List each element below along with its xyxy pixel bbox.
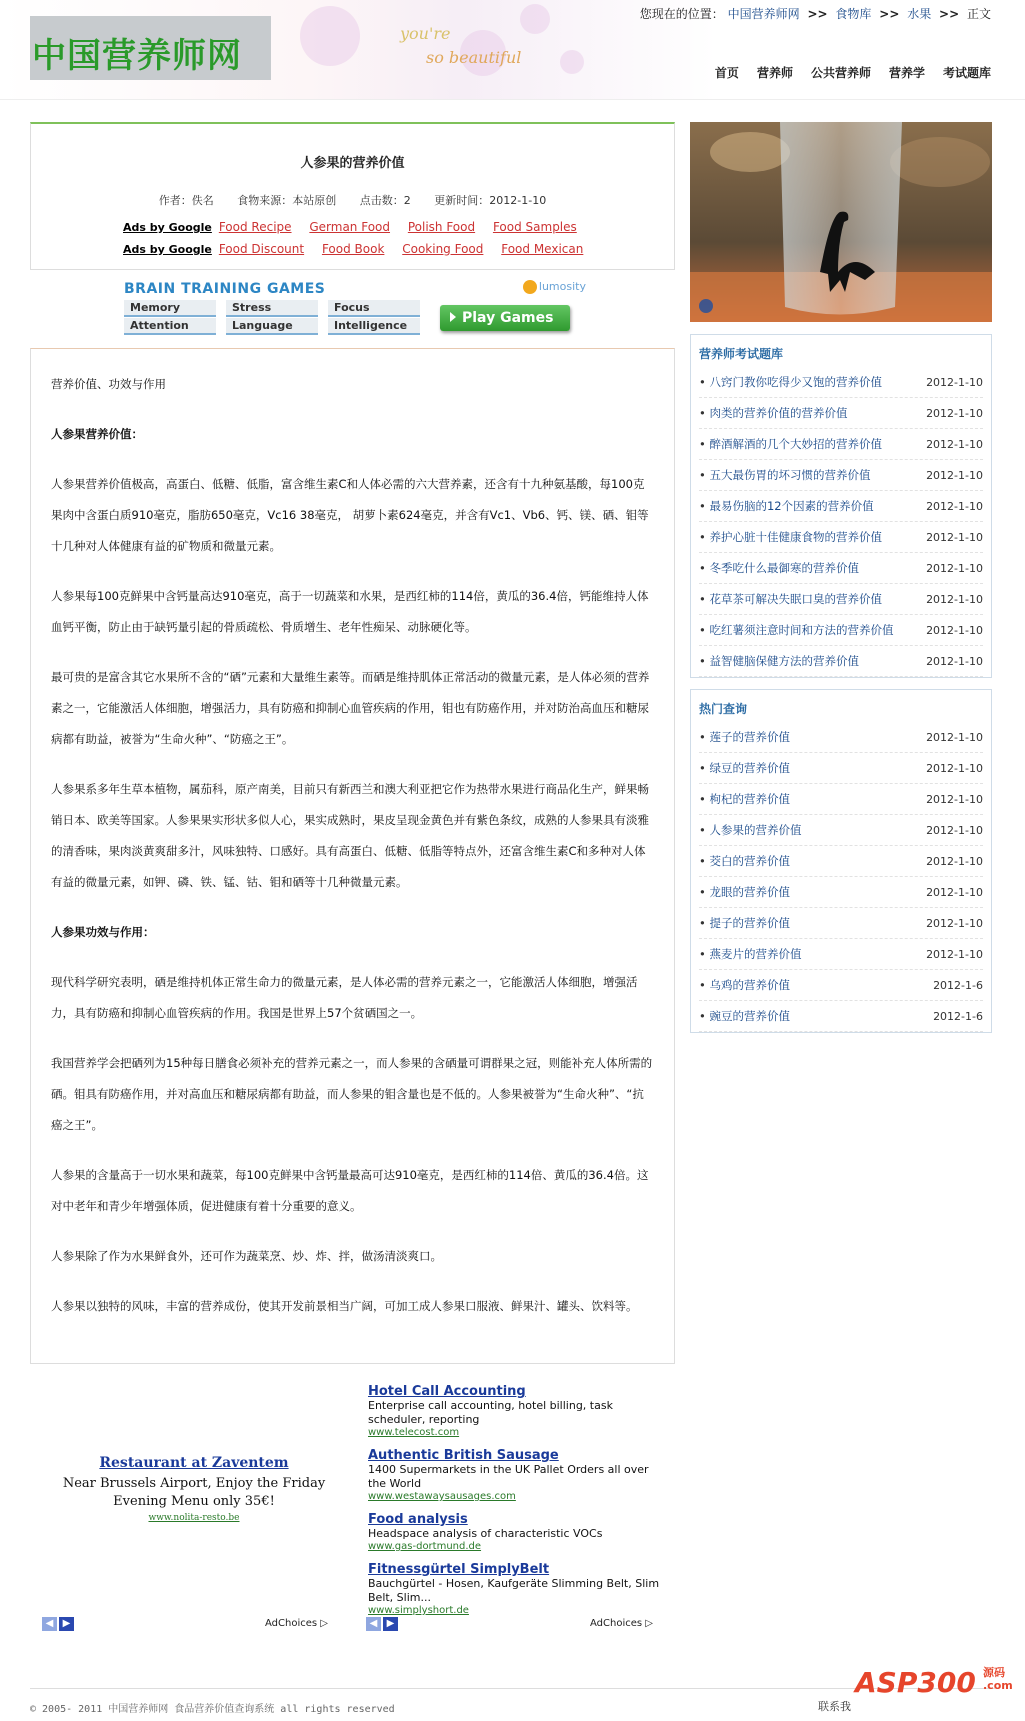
ad-body: Headspace analysis of characteristic VOCs — [368, 1527, 603, 1540]
google-ads-row — [123, 242, 597, 256]
ad-link[interactable]: Cooking Food — [402, 242, 484, 256]
breadcrumb-prefix: 您现在的位置： — [639, 7, 724, 21]
text-ad[interactable] — [368, 1448, 668, 1502]
sidebar-item-link[interactable]: • 养护心脏十佳健康食物的营养价值 — [699, 529, 882, 545]
article-paragraph: 人参果的含量高于一切水果和蔬菜，每100克鲜果中含钙量最高可达910毫克，是西红柿的114倍、黄瓜的36.4倍。这对中老年和青少年增强体质，促进健康有着十分重要的意义。 — [51, 1168, 649, 1213]
ad-pager-left — [42, 1617, 74, 1631]
adchoices-right[interactable] — [590, 1618, 653, 1629]
ad-headline[interactable]: Hotel Call Accounting — [368, 1384, 526, 1399]
ad-link[interactable]: Food Book — [321, 242, 385, 256]
ad-list-right — [368, 1384, 668, 1626]
footer-divider — [30, 1688, 995, 1689]
ad-link[interactable]: Food Recipe — [218, 220, 292, 234]
breadcrumb — [640, 5, 991, 22]
sidebar-item-date: 2012-1-10 — [926, 468, 983, 482]
sidebar-item-date: 2012-1-10 — [926, 530, 983, 544]
brain-ad-title: BRAIN TRAINING GAMES — [124, 281, 326, 297]
play-icon — [450, 312, 456, 322]
text-ad[interactable] — [368, 1384, 668, 1438]
ad-body: Bauchgürtel - Hosen, Kaufgeräte Slimming Belt, Slim Belt, Slim... — [368, 1577, 660, 1604]
logo-text: 中国营养师网 — [32, 36, 242, 76]
breadcrumb-fruit[interactable]: 水果 — [907, 7, 932, 21]
article-title: 人参果的营养价值 — [300, 156, 405, 171]
brain-training-ad[interactable] — [118, 275, 588, 339]
site-logo[interactable] — [30, 16, 271, 80]
text-ad[interactable] — [368, 1512, 668, 1552]
footer-contact[interactable]: 联系我 — [818, 1700, 851, 1713]
sidebar-item-date: 2012-1-10 — [926, 854, 983, 868]
article-meta — [31, 192, 674, 208]
ad-url[interactable]: www.simplyshort.de — [368, 1605, 469, 1616]
nav-exam-bank[interactable]: 考试题库 — [942, 66, 991, 80]
article-paragraph: 我国营养学会把硒列为15种每日膳食必须补充的营养元素之一，而人参果的含硒量可谓群果之冠，则能补充人体所需的硒。钼具有防癌作用，并对高血压和糖尿病都有助益，而人参果的钼含量也是不低的。人参果被誉为“生命火种”、“抗癌之王”。 — [51, 1056, 653, 1132]
sidebar-list-item — [699, 522, 983, 553]
sidebar-item-date: 2012-1-10 — [926, 561, 983, 575]
nav-nutrition-science[interactable]: 营养学 — [888, 66, 925, 80]
brain-tag-memory: Memory — [124, 300, 216, 317]
article-paragraph: 现代科学研究表明，硒是维持机体正常生命力的微量元素，是人体必需的营养元素之一，它能激活人体细胞，增强活力，具有防癌和抑制心血管疾病的作用。我国是世界上57个贫硒国之一。 — [51, 975, 638, 1020]
sidebar-photo — [690, 122, 992, 322]
sidebar-item-link[interactable]: • 八窍门教你吃得少又饱的营养价值 — [699, 374, 882, 390]
next-arrow-icon[interactable]: ▶ — [383, 1617, 398, 1631]
sidebar-list-item — [699, 491, 983, 522]
exam-bank-list — [699, 367, 983, 677]
sidebar-item-date: 2012-1-10 — [926, 499, 983, 513]
sidebar-item-link[interactable]: • 五大最伤胃的坏习惯的营养价值 — [699, 467, 870, 483]
ad-headline[interactable]: Restaurant at Zaventem — [99, 1455, 289, 1471]
sidebar-list-item — [699, 970, 983, 1001]
sidebar-list-item — [699, 553, 983, 584]
article-updated: 更新时间：2012-1-10 — [434, 194, 547, 207]
ad-restaurant[interactable] — [44, 1455, 344, 1523]
nav-home[interactable]: 首页 — [714, 66, 739, 80]
article-header-box — [30, 122, 675, 270]
sidebar-item-date: 2012-1-6 — [933, 978, 983, 992]
sidebar-item-link[interactable]: • 燕麦片的营养价值 — [699, 946, 801, 962]
asp300-watermark — [855, 1666, 1013, 1699]
sidebar-list-item — [699, 646, 983, 677]
sidebar-list-item — [699, 615, 983, 646]
sidebar-item-date: 2012-1-10 — [926, 792, 983, 806]
article-clicks: 点击数：2 — [359, 194, 411, 207]
article-body — [30, 348, 675, 1364]
ad-url[interactable]: www.westawaysausages.com — [368, 1491, 516, 1502]
sidebar-item-date: 2012-1-10 — [926, 406, 983, 420]
decor-bubble — [300, 6, 360, 66]
brain-tag-language: Language — [226, 318, 318, 335]
sidebar-item-date: 2012-1-10 — [926, 761, 983, 775]
article-paragraph: 人参果系多年生草本植物，属茄科，原产南美，目前只有新西兰和澳大利亚把它作为热带水果进行商品化生产，鲜果畅销日本、欧美等国家。人参果果实形状多似人心，果实成熟时，果皮呈现金黄色并有紫色条纹，成熟的人参果具有淡雅的清香味，果肉淡黄爽甜多汁，风味独特、口感好。具有高蛋白、低糖、低脂等特点外，还富含维生素C和多种对人体有益的微量元素，如钾、磷、铁、锰、钴、钼和硒等十几种微量元素。 — [51, 782, 649, 889]
breadcrumb-home[interactable]: 中国营养师网 — [727, 7, 800, 21]
sidebar-item-date: 2012-1-10 — [926, 375, 983, 389]
watermark-text: ASP300 — [855, 1666, 976, 1699]
sidebar-item-date: 2012-1-10 — [926, 437, 983, 451]
sidebar-list-item — [699, 1001, 983, 1032]
sidebar-item-date: 2012-1-10 — [926, 947, 983, 961]
ads-by-google-label[interactable]: Ads by Google — [123, 243, 212, 256]
adchoices-left[interactable] — [265, 1618, 328, 1629]
sidebar-list-item — [699, 846, 983, 877]
sidebar-list-item — [699, 398, 983, 429]
decor-bubble — [520, 4, 550, 34]
slogan-line1: you're — [400, 24, 451, 43]
footer-copyright: © 2005- 2011 中国营养师网 食品营养价值查询系统 all rights reserved — [30, 1704, 395, 1715]
ads-by-google-label[interactable]: Ads by Google — [123, 221, 212, 234]
breadcrumb-separator: >> — [879, 7, 900, 21]
sidebar-item-date: 2012-1-10 — [926, 823, 983, 837]
hot-query-title: 热门查询 — [699, 702, 748, 716]
sidebar-item-link[interactable]: • 绿豆的营养价值 — [699, 760, 790, 776]
play-games-label: Play Games — [462, 310, 554, 326]
ad-headline[interactable]: Food analysis — [368, 1512, 468, 1527]
sidebar-item-link[interactable]: • 乌鸡的营养价值 — [699, 977, 790, 993]
prev-arrow-icon[interactable]: ◀ — [366, 1617, 381, 1631]
sidebar-item-link[interactable]: • 益智健脑保健方法的营养价值 — [699, 653, 859, 669]
ad-link[interactable]: German Food — [309, 220, 391, 234]
sidebar-item-link[interactable]: • 吃红薯须注意时间和方法的营养价值 — [699, 622, 893, 638]
article-paragraph: 人参果营养价值极高，高蛋白、低糖、低脂，富含维生素C和人体必需的六大营养素，还含有十九种氨基酸，每100克果肉中含蛋白质910毫克，脂肪650毫克，Vc16 38毫克， 胡萝卜素624毫克，并含有Vc1、Vb6、钙、镁、硒、钼等十几种对人体健康有益的矿物质和微量元素。 — [51, 477, 649, 553]
sidebar-item-link[interactable]: • 茭白的营养价值 — [699, 853, 790, 869]
sidebar-list-item — [699, 815, 983, 846]
sidebar-item-link[interactable]: • 莲子的营养价值 — [699, 729, 790, 745]
ad-url[interactable]: www.telecost.com — [368, 1427, 460, 1438]
article-source: 食物来源：本站原创 — [237, 194, 337, 207]
ad-link[interactable]: Food Mexican — [501, 242, 584, 256]
sidebar-list-item — [699, 722, 983, 753]
next-arrow-icon[interactable]: ▶ — [59, 1617, 74, 1631]
sidebar-item-link[interactable]: • 龙眼的营养价值 — [699, 884, 790, 900]
sidebar-item-link[interactable]: • 花草茶可解决失眠口臭的营养价值 — [699, 591, 882, 607]
slogan — [400, 22, 521, 70]
sidebar-list-item — [699, 460, 983, 491]
top-nav — [715, 64, 991, 81]
breadcrumb-separator: >> — [807, 7, 828, 21]
brain-tag-attention: Attention — [124, 318, 216, 335]
sidebar-item-link[interactable]: • 人参果的营养价值 — [699, 822, 801, 838]
slogan-line2: so beautiful — [426, 48, 522, 67]
lumosity-logo — [523, 280, 586, 294]
adchoices-icon: ▷ — [645, 1618, 653, 1629]
breadcrumb-current: 正文 — [966, 7, 991, 21]
sidebar-item-link[interactable]: • 枸杞的营养价值 — [699, 791, 790, 807]
nav-nutritionist[interactable]: 营养师 — [756, 66, 793, 80]
sidebar-list-item — [699, 908, 983, 939]
exam-bank-title[interactable]: 营养师考试题库 — [699, 347, 784, 361]
sidebar-item-link[interactable]: • 醉酒解酒的几个大妙招的营养价值 — [699, 436, 882, 452]
ad-body: Near Brussels Airport, Enjoy the Friday Evening Menu only 35€! — [62, 1476, 326, 1509]
adchoices-icon: ▷ — [320, 1618, 328, 1629]
glass-dinosaur-photo — [690, 122, 992, 322]
watermark-sub1: 源码 — [983, 1666, 1005, 1679]
exam-bank-box — [690, 334, 992, 678]
hot-query-box — [690, 689, 992, 1033]
ad-link[interactable]: Food Discount — [218, 242, 305, 256]
nav-public-nutritionist[interactable]: 公共营养师 — [810, 66, 871, 80]
sidebar-item-link[interactable]: • 最易伤脑的12个因素的营养价值 — [699, 498, 874, 514]
ad-pager-right — [366, 1617, 398, 1631]
sidebar-list-item — [699, 584, 983, 615]
ad-body: 1400 Supermarkets in the UK Pallet Orders all over the World — [368, 1463, 649, 1490]
ad-headline[interactable]: Authentic British Sausage — [368, 1448, 559, 1463]
brain-tag-focus: Focus — [328, 300, 420, 317]
sidebar-item-link[interactable]: • 冬季吃什么最御寒的营养价值 — [699, 560, 859, 576]
lumosity-icon — [523, 280, 537, 294]
article-author: 作者：佚名 — [158, 194, 214, 207]
sidebar-item-link[interactable]: • 肉类的营养价值的营养价值 — [699, 405, 847, 421]
prev-arrow-icon[interactable]: ◀ — [42, 1617, 57, 1631]
sidebar-list-item — [699, 429, 983, 460]
sidebar-list-item — [699, 939, 983, 970]
sidebar-list-item — [699, 367, 983, 398]
watermark-sub2: .com — [983, 1679, 1013, 1692]
article-paragraph: 人参果每100克鲜果中含钙量高达910毫克，高于一切蔬菜和水果，是西红柿的114倍，黄瓜的36.4倍，钙能维持人体血钙平衡，防止由于缺钙量引起的骨质疏松、骨质增生、老年性痴呆、动脉硬化等。 — [51, 589, 649, 634]
ad-body: Enterprise call accounting, hotel billing, task scheduler, reporting — [368, 1399, 613, 1426]
sidebar-item-date: 2012-1-10 — [926, 730, 983, 744]
play-games-button[interactable] — [440, 305, 570, 331]
google-ads-row — [123, 220, 591, 234]
article-paragraph: 人参果除了作为水果鲜食外，还可作为蔬菜烹、炒、炸、拌，做汤清淡爽口。 — [51, 1249, 442, 1263]
article-paragraph: 人参果以独特的风味，丰富的营养成份，使其开发前景相当广阔，可加工成人参果口服液、鲜果汁、罐头、饮料等。 — [51, 1299, 638, 1313]
breadcrumb-food-library[interactable]: 食物库 — [835, 7, 872, 21]
sidebar-list-item — [699, 753, 983, 784]
article-paragraph: 营养价值、功效与作用 — [51, 377, 166, 391]
ad-url[interactable]: www.nolita-resto.be — [148, 1513, 240, 1523]
sidebar-item-date: 2012-1-10 — [926, 623, 983, 637]
sidebar-item-link[interactable]: • 提子的营养价值 — [699, 915, 790, 931]
lumosity-brand: lumosity — [538, 280, 586, 293]
hot-query-list — [699, 722, 983, 1032]
adchoices-label: AdChoices — [590, 1618, 643, 1629]
article-paragraph: 最可贵的是富含其它水果所不含的“硒”元素和大量维生素等。而硒是维持肌体正常活动的微量元素，是人体必须的营养素之一，它能激活人体细胞，增强活力，具有防癌和抑制心血管疾病的作用，钼也有防癌作用，并对防治高血压和糖尿病都有助益，被誉为“生命火种”、“防癌之王”。 — [51, 670, 650, 746]
sidebar-list-item — [699, 877, 983, 908]
sidebar-item-date: 2012-1-10 — [926, 592, 983, 606]
sidebar-item-date: 2012-1-10 — [926, 916, 983, 930]
site-header — [0, 0, 1025, 100]
decor-bubble — [560, 50, 584, 74]
ad-headline[interactable]: Fitnessgürtel SimplyBelt — [368, 1562, 550, 1577]
watermark-sub — [983, 1666, 1013, 1692]
ad-url[interactable]: www.gas-dortmund.de — [368, 1541, 482, 1552]
article-subheading: 人参果营养价值： — [51, 427, 143, 441]
sidebar-item-date: 2012-1-10 — [926, 885, 983, 899]
sidebar-item-date: 2012-1-10 — [926, 654, 983, 668]
ad-link[interactable]: Food Samples — [492, 220, 577, 234]
adchoices-label: AdChoices — [265, 1618, 318, 1629]
sidebar-item-date: 2012-1-6 — [933, 1009, 983, 1023]
brain-tag-stress: Stress — [226, 300, 318, 317]
text-ad[interactable] — [368, 1562, 668, 1616]
sidebar-list-item — [699, 784, 983, 815]
article-subheading: 人参果功效与作用： — [51, 925, 155, 939]
breadcrumb-separator: >> — [939, 7, 960, 21]
ad-link[interactable]: Polish Food — [407, 220, 476, 234]
brain-tag-intelligence: Intelligence — [328, 318, 420, 335]
sidebar-item-link[interactable]: • 豌豆的营养价值 — [699, 1008, 790, 1024]
